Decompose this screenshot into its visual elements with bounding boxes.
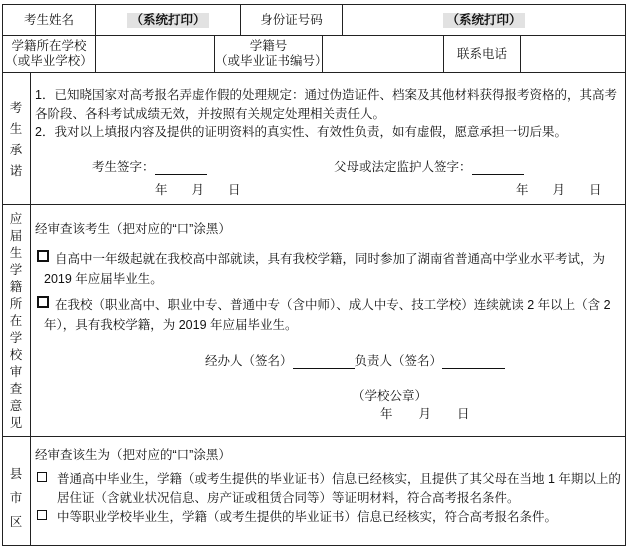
side-char: 县: [9, 467, 23, 481]
side-char: 校: [9, 347, 23, 362]
checkbox-county-option1[interactable]: [37, 472, 47, 482]
side-char: 届: [9, 228, 23, 243]
parent-date: [428, 180, 602, 198]
side-char: 区: [9, 515, 23, 529]
phone-input[interactable]: [520, 35, 626, 73]
school-label: 学籍所在学校: [11, 39, 87, 53]
parent-sign-label: 父母或法定监护人签字：: [334, 160, 472, 174]
school-seal: （学校公章）: [352, 389, 428, 403]
month-label: 月: [191, 183, 205, 197]
pledge-item2: 2．我对以上填报内容及提供的证明资料的真实性、有效性负责，如有虚假，愿意承担一切后果。: [35, 125, 567, 139]
side-char: 在: [9, 313, 23, 328]
day-label: 日: [457, 407, 470, 421]
id-value-cell[interactable]: [342, 4, 626, 36]
id-label-cell: [240, 4, 343, 36]
student-date: [155, 180, 241, 198]
county-side-label: [2, 462, 30, 534]
checkbox-option1[interactable]: [37, 250, 49, 262]
side-char: 应: [9, 211, 23, 226]
side-char: 诺: [9, 164, 23, 178]
county-opt2: 中等职业学校毕业生，学籍（或考生提供的毕业证书）信息已经核实，符合高考报名条件。: [57, 510, 558, 524]
school-opt2-line2: 年），具有我校学籍，为 2019 年应届毕业生。: [44, 318, 298, 332]
side-char: 生: [9, 245, 23, 260]
handler-sign-line[interactable]: [293, 357, 355, 369]
month-label: 月: [552, 183, 566, 197]
year-label: 年: [516, 183, 529, 197]
side-char: 意: [9, 398, 23, 413]
checkbox-county-option2[interactable]: [37, 510, 47, 520]
month-label: 月: [418, 407, 432, 421]
side-char: 学: [9, 330, 23, 345]
pledge-item1-line2: 各阶段、各科考试成绩无效，并按照有关规定处理相关责任人。: [35, 107, 386, 121]
year-label: 年: [380, 407, 393, 421]
year-label: 年: [155, 183, 168, 197]
side-char: 籍: [9, 279, 23, 294]
leader-sign-line[interactable]: [442, 357, 505, 369]
phone-label-cell: [443, 35, 521, 73]
side-char: 见: [9, 415, 23, 430]
xueji-label-cell: [214, 35, 328, 73]
school-opt1-line1: 自高中一年级起就在我校高中部就读，具有我校学籍，同时参加了湖南省普通高中学业水平考试，为: [55, 252, 606, 266]
school-input[interactable]: [95, 35, 215, 73]
parent-sign-line[interactable]: [472, 163, 524, 175]
student-sign-label: 考生签字：: [92, 160, 155, 174]
phone-label: 联系电话: [456, 46, 507, 61]
school-label-cell: [2, 35, 96, 73]
pledge-item1-line1: 1．已知晓国家对高考报名弄虚作假的处理规定：通过伪造证件、档案及其他材料获得报考资格的，其高考: [35, 88, 617, 102]
xueji-input[interactable]: [322, 35, 444, 73]
handler-label: 经办人（签名）: [205, 354, 293, 368]
name-label: 考生姓名: [23, 12, 74, 27]
side-char: 考: [9, 101, 23, 115]
school-date: [318, 404, 470, 422]
side-char: 市: [9, 491, 23, 505]
county-opt1-line1: 普通高中毕业生，学籍（或考生提供的毕业证书）信息已经核实，且提供了其父母在当地 1 年期以上的: [57, 472, 621, 486]
pledge-side-label: [2, 100, 30, 180]
school-label-sub: （或毕业学校）: [5, 54, 93, 68]
name-value-cell[interactable]: [95, 4, 241, 36]
county-intro: 经审查该生为（把对应的“口”涂黑）: [35, 448, 231, 462]
school-opt2-line1: 在我校（职业高中、职业中专、普通中专（含中师）、成人中专、技工学校）连续就读 2 年以上（含 2: [55, 298, 611, 312]
xueji-label-sub: （或毕业证书编号）: [215, 54, 328, 68]
side-char: 所: [9, 296, 23, 311]
day-label: 日: [589, 183, 602, 197]
checkbox-option2[interactable]: [37, 296, 49, 308]
parent-sign[interactable]: [334, 157, 524, 175]
side-char: 生: [9, 122, 23, 136]
side-char: 审: [9, 364, 23, 379]
id-value: （系统打印）: [443, 13, 524, 28]
school-side-label: [2, 210, 30, 432]
side-char: 承: [9, 143, 23, 157]
xueji-label: 学籍号: [249, 39, 288, 53]
name-value: （系统打印）: [127, 13, 208, 28]
day-label: 日: [228, 183, 241, 197]
student-sign-line[interactable]: [155, 163, 207, 175]
leader-label: 负责人（签名）: [354, 354, 443, 368]
student-sign[interactable]: [92, 157, 207, 175]
side-char: 学: [9, 262, 23, 277]
name-label-cell: [2, 4, 96, 36]
side-char: 查: [9, 381, 23, 396]
school-opt1-line2: 2019 年应届毕业生。: [44, 272, 163, 286]
id-label: 身份证号码: [260, 12, 323, 27]
handler-sign[interactable]: [205, 351, 505, 369]
county-opt1-line2: 居住证（含就业状况信息、房产证或租赁合同等）等证明材料，符合高考报名条件。: [57, 491, 520, 505]
school-intro: 经审查该考生（把对应的“口”涂黑）: [35, 222, 231, 236]
